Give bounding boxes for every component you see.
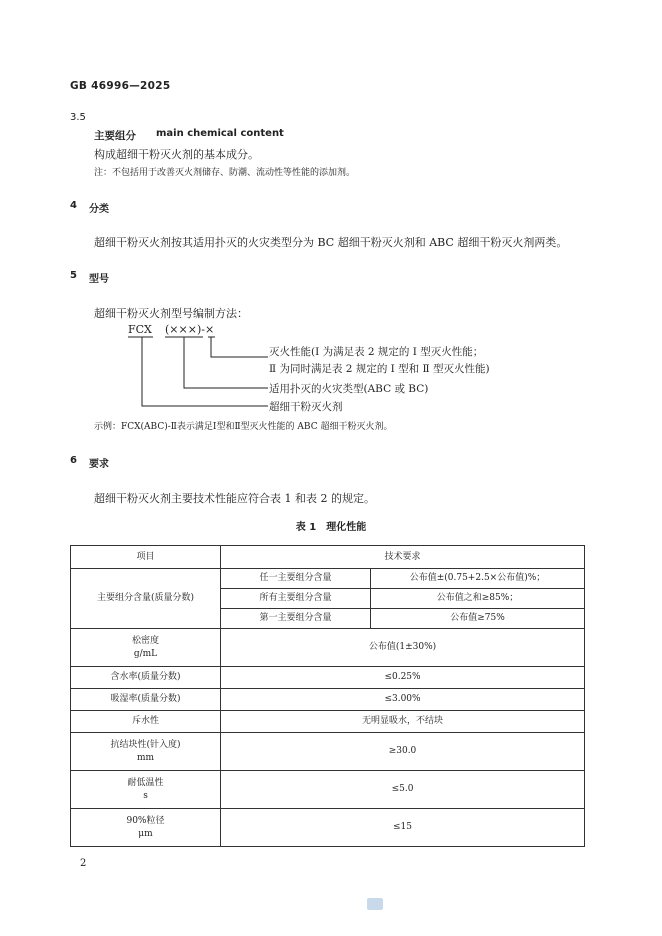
table-row — [71, 667, 585, 689]
watermark-icon — [367, 898, 383, 910]
row-req: ≤0.25% — [221, 667, 585, 689]
col-req-header: 技术要求 — [221, 546, 585, 569]
term-note: 注：不包括用于改善灭火剂储存、防潮、流动性等性能的添加剂。 — [94, 168, 356, 178]
model-code-suffix: (×××)-× — [165, 323, 215, 336]
row-req: 公布值(1±30%) — [221, 629, 585, 667]
row-req: ≤3.00% — [221, 689, 585, 711]
col-item-header: 项目 — [71, 546, 221, 569]
term-definition: 构成超细干粉灭火剂的基本成分。 — [94, 148, 259, 161]
prefix-connector — [142, 337, 268, 406]
label-performance-1: 灭火性能(Ⅰ 为满足表 2 规定的 Ⅰ 型灭火性能； — [269, 346, 484, 358]
row-req: ≤5.0 — [221, 771, 585, 809]
row-req: ≥30.0 — [221, 733, 585, 771]
section-6-title: 要求 — [89, 459, 109, 470]
model-intro: 超细干粉灭火剂型号编制方法： — [94, 307, 248, 320]
row-item-label: 抗结块性(针入度) — [110, 739, 181, 750]
row-item-label: 耐低温性 — [127, 777, 164, 788]
section-3-5-number: 3.5 — [70, 112, 86, 123]
section-6-number: 6 — [70, 455, 77, 466]
row-item — [71, 733, 221, 771]
standard-header: GB 46996—2025 — [70, 80, 171, 92]
table-header-row — [71, 546, 585, 569]
physicochemical-table — [70, 545, 585, 847]
table-row — [71, 689, 585, 711]
sub-value: 公布值≥75% — [371, 609, 585, 629]
label-agent: 超细干粉灭火剂 — [269, 401, 343, 413]
sub-item: 第一主要组分含量 — [221, 609, 371, 629]
row-item — [71, 771, 221, 809]
row-item-unit: mm — [136, 752, 155, 763]
section-4-text: 超细干粉灭火剂按其适用扑灭的火灾类型分为 BC 超细干粉灭火剂和 ABC 超细干粉灭火剂两类。 — [94, 236, 568, 249]
row-item: 含水率(质量分数) — [71, 667, 221, 689]
sub-item: 任一主要组分含量 — [221, 569, 371, 589]
row-item: 吸湿率(质量分数) — [71, 689, 221, 711]
label-performance-2: Ⅱ 为同时满足表 2 规定的 Ⅰ 型和 Ⅱ 型灭火性能) — [269, 363, 490, 375]
sub-value: 公布值之和≥85%； — [371, 589, 585, 609]
table-row — [71, 711, 585, 733]
row-item-unit: g/mL — [133, 648, 158, 659]
model-code-prefix: FCX — [128, 323, 152, 336]
term-en: main chemical content — [156, 128, 284, 139]
row-item-unit: μm — [138, 828, 153, 839]
label-fire-type: 适用扑灭的火灾类型(ABC 或 BC) — [269, 383, 429, 395]
section-6-text: 超细干粉灭火剂主要技术性能应符合表 1 和表 2 的规定。 — [94, 492, 375, 505]
table-row — [71, 569, 585, 589]
table-caption: 表 1 理化性能 — [295, 522, 367, 533]
row-item-label: 松密度 — [131, 635, 159, 646]
row-req: ≤15 — [221, 809, 585, 847]
row-item — [71, 809, 221, 847]
section-4-title: 分类 — [89, 204, 109, 215]
row-req: 无明显吸水，不结块 — [221, 711, 585, 733]
row-item-unit: s — [143, 790, 148, 801]
sub-value: 公布值±(0.75+2.5×公布值)%； — [371, 569, 585, 589]
section-4-number: 4 — [70, 200, 77, 211]
type-connector — [184, 337, 268, 388]
page-number: 2 — [80, 858, 87, 869]
perf-connector — [211, 337, 268, 357]
row-item — [71, 629, 221, 667]
row-item-label: 90%粒径 — [126, 815, 165, 826]
main-content-label: 主要组分含量(质量分数) — [71, 569, 221, 629]
section-5-number: 5 — [70, 270, 77, 281]
section-5-title: 型号 — [89, 274, 109, 285]
table-row — [71, 809, 585, 847]
model-example: 示例：FCX(ABC)-Ⅱ表示满足Ⅰ型和Ⅱ型灭火性能的 ABC 超细干粉灭火剂。 — [94, 422, 393, 432]
table-row — [71, 771, 585, 809]
row-item: 斥水性 — [71, 711, 221, 733]
table-row — [71, 629, 585, 667]
table-row — [71, 733, 585, 771]
term-cn: 主要组分 — [94, 130, 136, 142]
sub-item: 所有主要组分含量 — [221, 589, 371, 609]
